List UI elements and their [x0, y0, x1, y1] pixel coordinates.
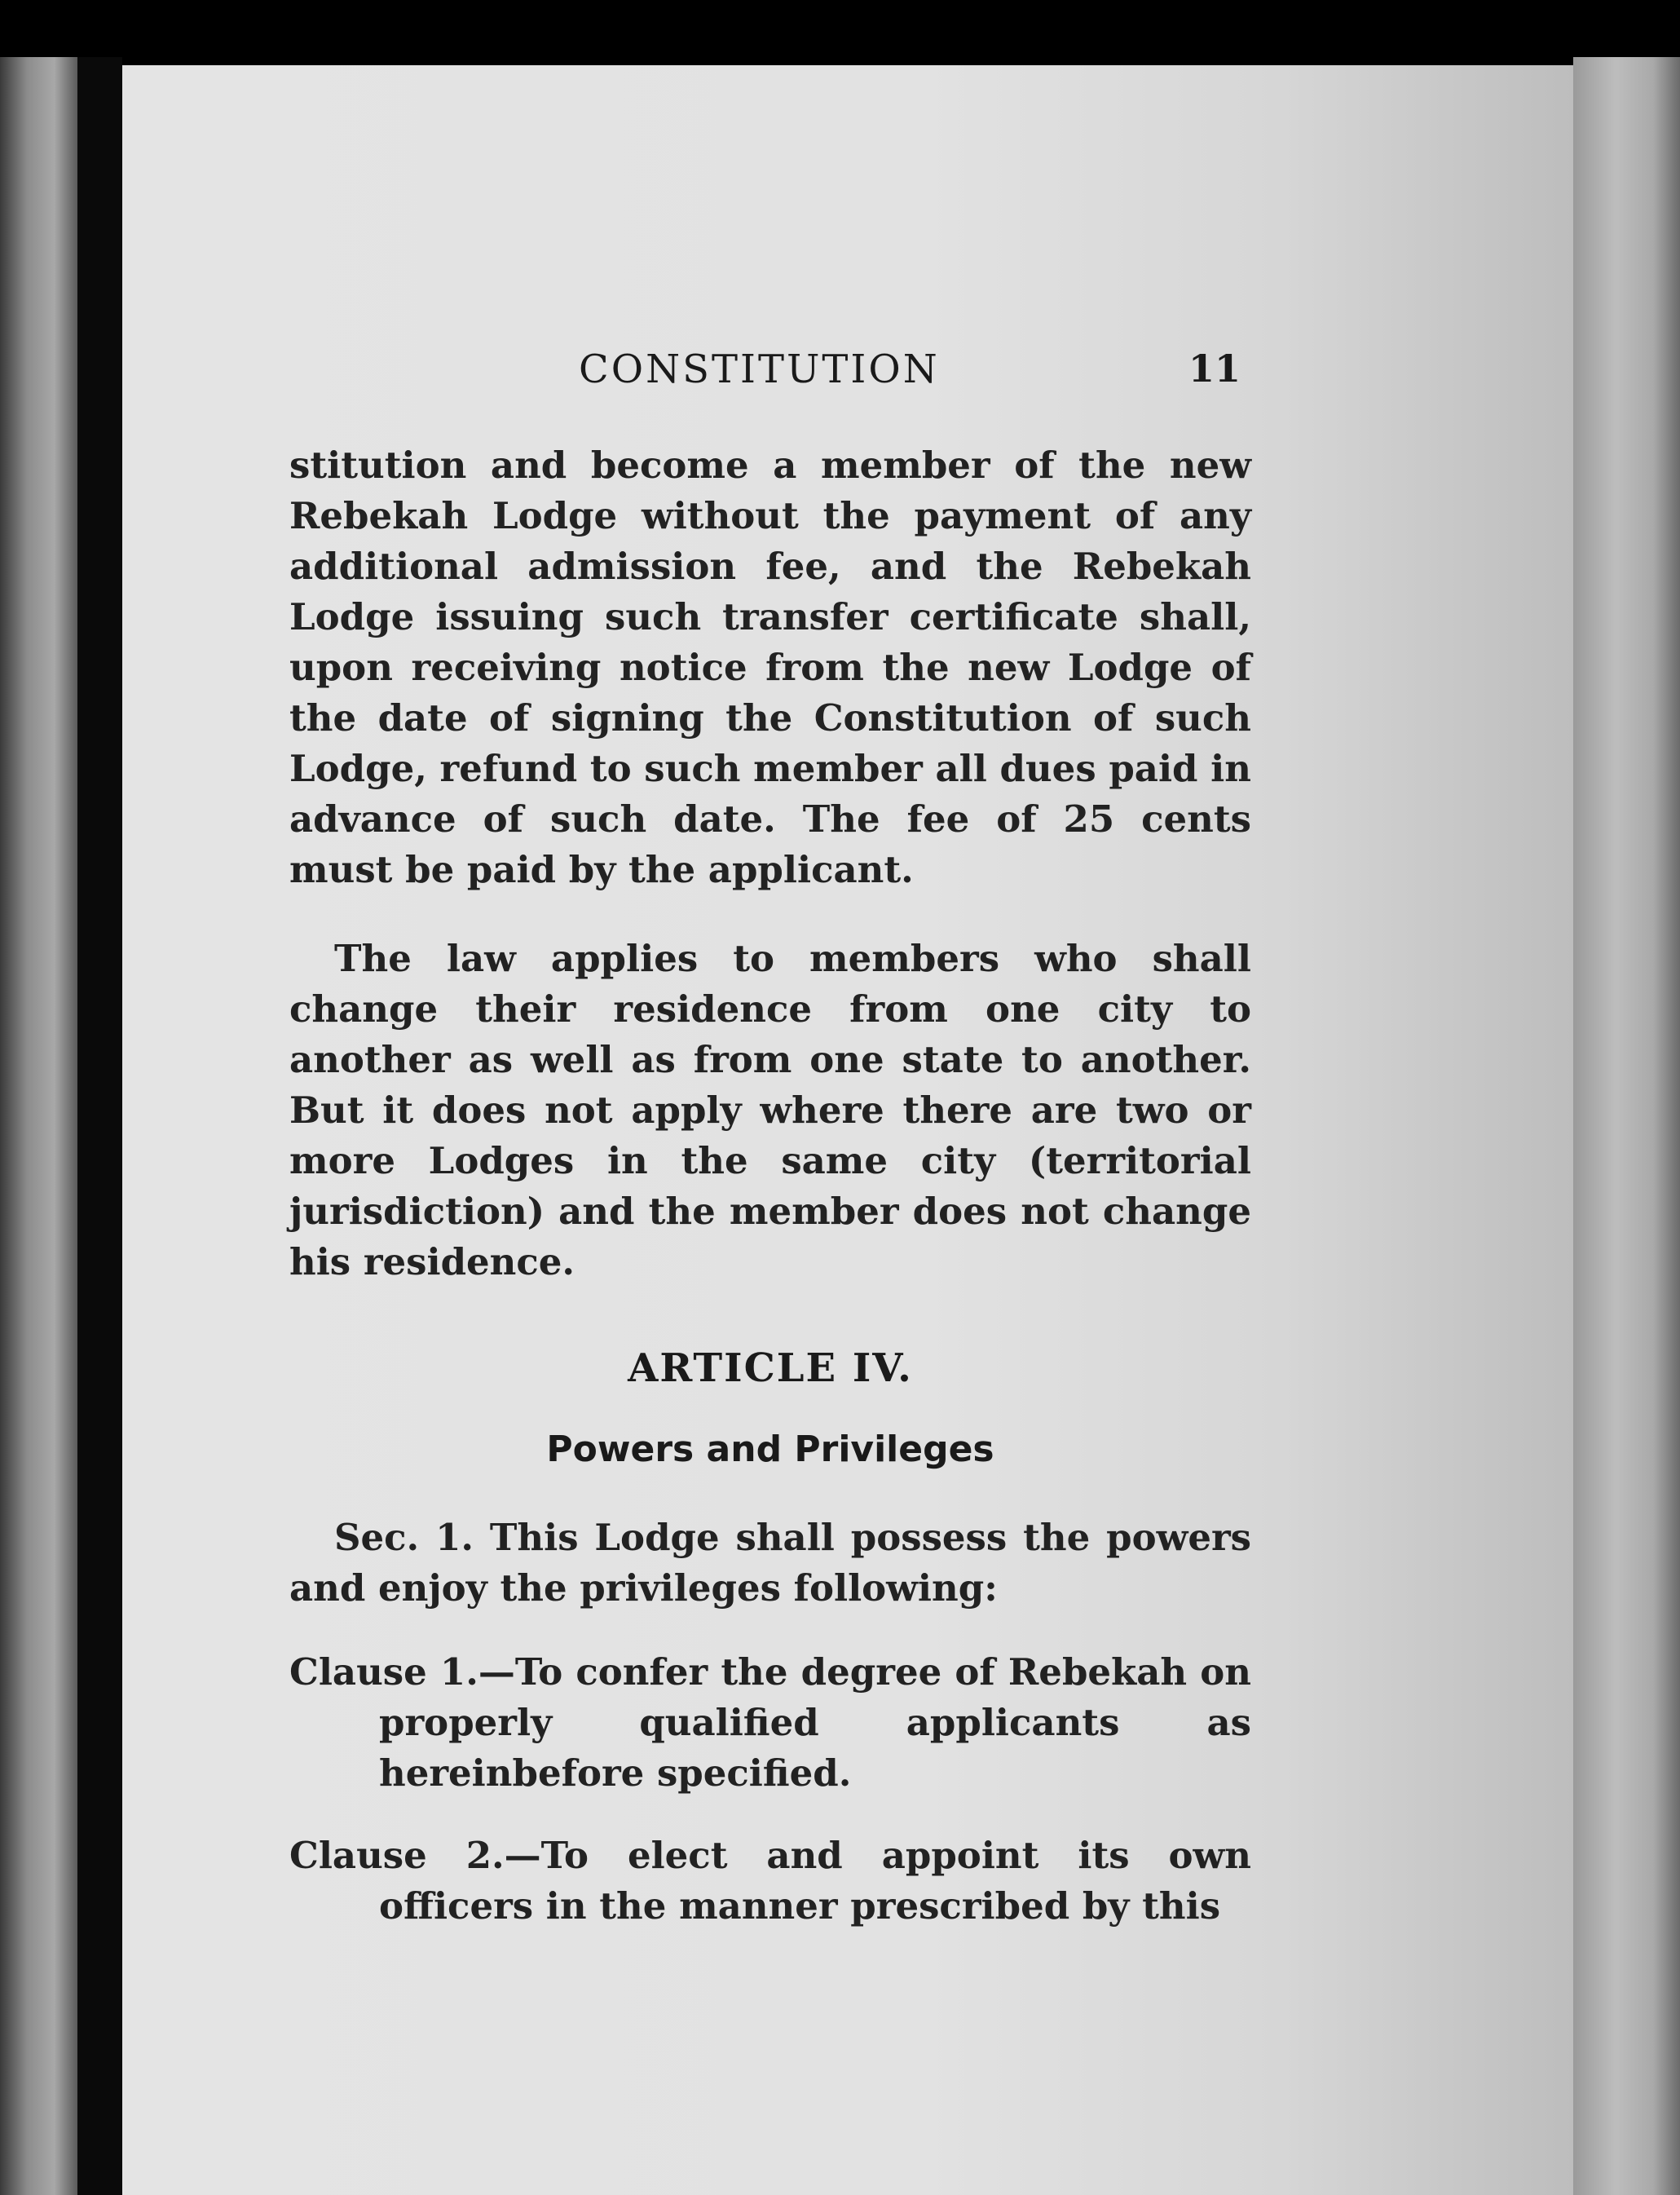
clause-paragraph: Clause 1.—To confer the degree of Rebekah on properly qualified applicants as hereinbefore specified.: [289, 1650, 1251, 1795]
body-paragraph: The law applies to members who shall change their residence from one city to another as well as from one state to another. But it does not apply where there are two or more Lodges in the same city (territorial jurisdiction) and the member does not change his residence.: [289, 937, 1251, 1283]
section-paragraph: Sec. 1. This Lodge shall possess the powers and enjoy the privileges following:: [289, 1516, 1251, 1610]
book-gutter: [77, 57, 122, 2195]
page-stack-edge: [1573, 57, 1680, 2195]
previous-page-edge: [0, 57, 77, 2195]
article-heading: ARTICLE IV.: [628, 1345, 913, 1391]
running-title: CONSTITUTION: [579, 347, 940, 392]
page-number: 11: [1188, 347, 1241, 391]
body-paragraph: stitution and become a member of the new Rebekah Lodge without the payment of any additional admission fee, and the Rebekah Lodge issuing such transfer certificate shall, upon receiving notice from the new Lodge of the date of signing the Constitution of such Lodge, refund to such member all dues paid in advance of such date. The fee of 25 cents must be paid by the applicant.: [289, 444, 1251, 891]
clause-paragraph: Clause 2.—To elect and appoint its own officers in the manner prescribed by this: [289, 1834, 1251, 1928]
scan-top-border: [0, 0, 1680, 65]
article-subheading: Powers and Privileges: [546, 1429, 994, 1470]
